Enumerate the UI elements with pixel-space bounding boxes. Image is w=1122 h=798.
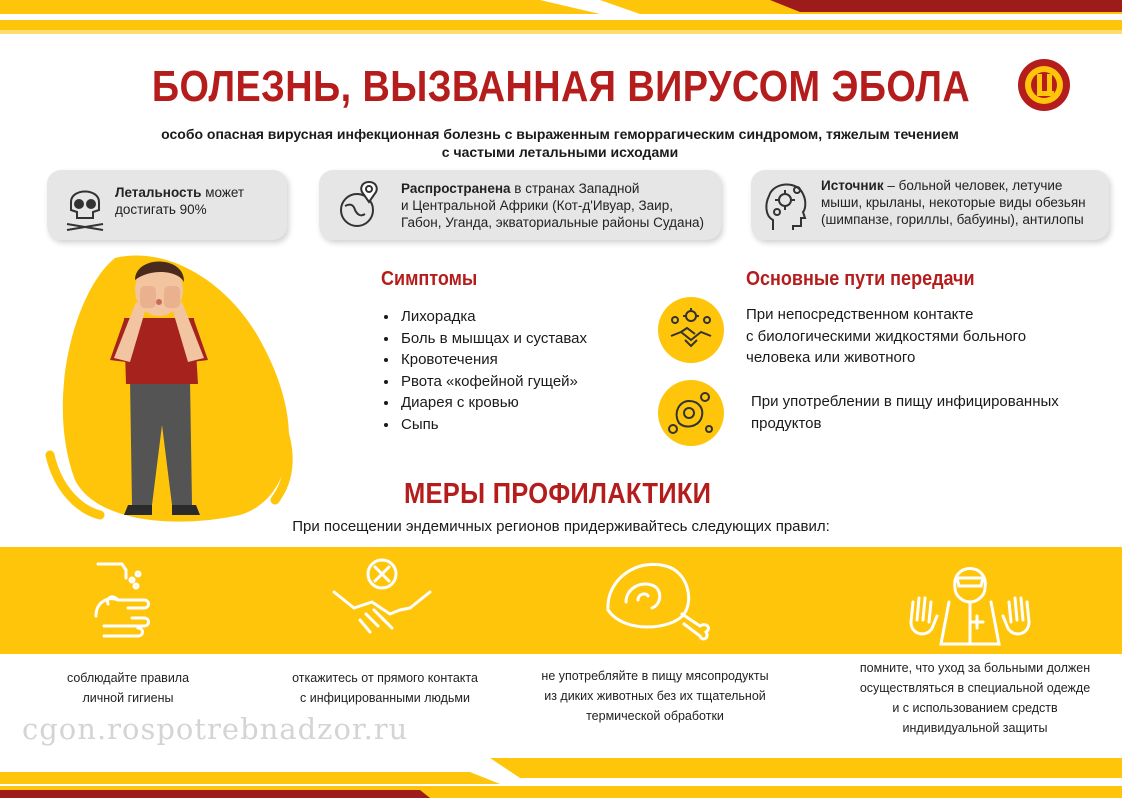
caption-no-contact: откажитесь от прямого контакта с инфицированными людьми (292, 671, 478, 705)
list-item: • Боль в мышцах и суставах (399, 328, 587, 350)
meat-virus-icon (657, 379, 725, 447)
skull-icon (63, 180, 107, 232)
card-spread (319, 170, 721, 240)
list-item: • Лихорадка (399, 306, 587, 328)
sick-person-illustration (40, 250, 310, 530)
top-stripes (0, 0, 1122, 40)
prevention-heading: МЕРЫ ПРОФИЛАКТИКИ (404, 478, 712, 510)
card-lethality (47, 170, 287, 240)
caption-protective-gear: помните, что уход за больными должен осуществляться в специальной одежде и с использованием средств индивидуальной защиты (859, 661, 1091, 735)
spread-text: Распространена в странах Западной и Центральной Африки (Кот-д'Ивуар, Заир, Габон, Уганда, экваториальные районы Судана) (401, 181, 705, 230)
caption-meat: не употребляйте в пищу мясопродукты из диких животных без их тщательной термической обработки (541, 669, 769, 723)
list-item: • Кровотечения (399, 349, 587, 371)
meat-icon (596, 552, 716, 648)
list-item: • Рвота «кофейной гущей» (399, 371, 587, 393)
protective-suit-icon (905, 552, 1035, 648)
list-item: • Диарея с кровью (399, 392, 587, 414)
globe-pin-icon (335, 178, 385, 230)
handshake-virus-icon (657, 296, 725, 364)
watermark: cgon.rospotrebnadzor.ru (22, 712, 409, 746)
head-virus-icon (761, 176, 811, 234)
caption-hygiene: соблюдайте правила личной гигиены (66, 671, 190, 705)
page-title: БОЛЕЗНЬ, ВЫЗВАННАЯ ВИРУСОМ ЭБОЛА (151, 62, 971, 111)
page-subtitle: особо опасная вирусная инфекционная болезнь с выраженным геморрагическим синдромом, тяжелым течением с частыми летальными исходами (161, 126, 959, 160)
list-item: • Сыпь (399, 414, 587, 436)
transmission-contact-text: При непосредственном контакте с биологическими жидкостями больного человека или животного (746, 306, 1027, 367)
source-text: Источник – больной человек, летучие мыши, крыланы, некоторые виды обезьян (шимпанзе, гориллы, бабуины), антилопы (821, 178, 1086, 227)
no-handshake-icon (330, 552, 434, 648)
symptoms-list (381, 306, 587, 436)
handwash-icon (88, 556, 168, 648)
transmission-food-text: При употреблении в пищу инфицированных продуктов (751, 393, 1059, 432)
symptoms-heading: Симптомы (381, 268, 478, 290)
lethality-text: Летальность может достигать 90% (115, 185, 245, 217)
bottom-stripes (0, 758, 1122, 798)
card-source (751, 170, 1109, 240)
transmission-heading: Основные пути передачи (746, 268, 975, 290)
prevention-intro: При посещении эндемичных регионов придерживайтесь следующих правил: (292, 518, 830, 535)
